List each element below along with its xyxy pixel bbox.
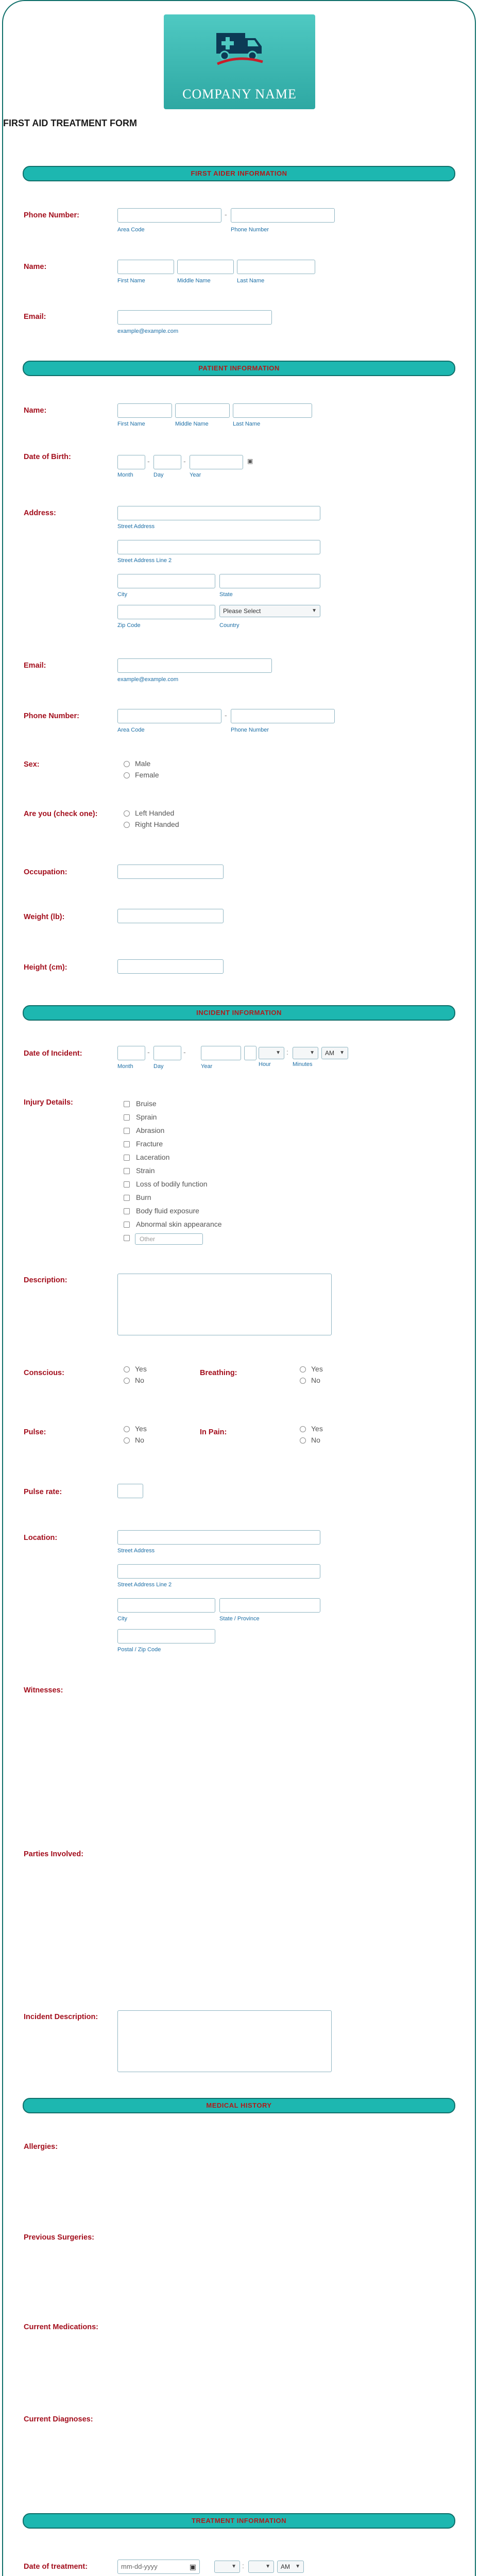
street2-sublabel: Street Address Line 2 xyxy=(117,557,172,564)
location-city-sublabel: City xyxy=(117,1616,127,1622)
pulse-no-label: No xyxy=(135,1436,144,1444)
injury-option: Burn xyxy=(136,1193,151,1201)
height-label: Height (cm): xyxy=(24,963,67,972)
dob-month-input[interactable] xyxy=(117,455,145,469)
date-dash: - xyxy=(183,1048,186,1056)
country-sublabel: Country xyxy=(219,622,239,629)
treatment-hour-select[interactable] xyxy=(214,2561,240,2573)
location-street2-sublabel: Street Address Line 2 xyxy=(117,1582,172,1588)
conscious-yes-label: Yes xyxy=(135,1365,147,1373)
previous-surgeries-label: Previous Surgeries: xyxy=(24,2233,94,2242)
incident-description-label: Description: xyxy=(24,1276,67,1284)
conscious-label: Conscious: xyxy=(24,1369,64,1377)
injury-option: Fracture xyxy=(136,1140,163,1148)
location-street-input[interactable] xyxy=(117,1530,320,1545)
address-street2-input[interactable] xyxy=(117,540,320,554)
other-placeholder: Other xyxy=(140,1235,156,1243)
breathing-no-label: No xyxy=(311,1376,320,1384)
injury-option: Abrasion xyxy=(136,1126,165,1134)
sex-female-radio[interactable] xyxy=(124,772,130,778)
country-select[interactable] xyxy=(219,605,320,617)
incident-minutes-select[interactable] xyxy=(293,1047,318,1059)
occupation-label: Occupation: xyxy=(24,868,67,876)
current-diagnoses-label: Current Diagnoses: xyxy=(24,2415,93,2424)
location-city-input[interactable] xyxy=(117,1598,215,1613)
patient-address-label: Address: xyxy=(24,509,56,517)
breathing-yes-label: Yes xyxy=(311,1365,323,1373)
email-hint: example@example.com xyxy=(117,328,179,334)
calendar-icon[interactable]: ▣ xyxy=(247,457,253,465)
conscious-no-radio[interactable] xyxy=(124,1378,130,1384)
parties-involved-label: Parties Involved: xyxy=(24,1850,84,1858)
chevron-down-icon: ▼ xyxy=(310,1050,315,1056)
pulse-yes-radio[interactable] xyxy=(124,1426,130,1432)
dob-year-input[interactable] xyxy=(190,455,243,469)
section-patient-info: PATIENT INFORMATION xyxy=(23,361,455,376)
injury-checkbox[interactable] xyxy=(124,1195,130,1201)
treatment-date-label: Date of treatment: xyxy=(24,2563,88,2571)
section-first-aider-info: FIRST AIDER INFORMATION xyxy=(23,166,455,181)
dob-year-sublabel: Year xyxy=(190,472,201,478)
injury-other-checkbox[interactable] xyxy=(124,1235,130,1241)
breathing-no-radio[interactable] xyxy=(300,1378,306,1384)
incident-hour-sublabel: Hour xyxy=(259,1061,271,1067)
right-handed-label: Right Handed xyxy=(135,820,179,828)
injury-checkbox[interactable] xyxy=(124,1128,130,1134)
middle-name-sublabel: Middle Name xyxy=(177,278,211,284)
country-select-value: Please Select xyxy=(223,607,261,615)
ampm-value: AM xyxy=(281,2563,290,2570)
left-handed-radio[interactable] xyxy=(124,810,130,817)
patient-phone-number-sublabel: Phone Number xyxy=(231,727,269,733)
calendar-icon: ▣ xyxy=(189,2563,196,2571)
ampm-value: AM xyxy=(325,1049,334,1057)
pain-yes-radio[interactable] xyxy=(300,1426,306,1432)
witnesses-label: Witnesses: xyxy=(24,1686,63,1694)
right-handed-radio[interactable] xyxy=(124,822,130,828)
time-colon: : xyxy=(242,2562,244,2570)
first-name-sublabel: First Name xyxy=(117,278,145,284)
incident-description-full-label: Incident Description: xyxy=(24,2013,98,2021)
breathing-yes-radio[interactable] xyxy=(300,1366,306,1372)
first-aider-last-name-input[interactable] xyxy=(237,260,315,274)
incident-year-input[interactable] xyxy=(201,1046,241,1060)
occupation-input[interactable] xyxy=(117,865,224,879)
patient-area-code-input[interactable] xyxy=(117,709,221,723)
calendar-button[interactable] xyxy=(244,1046,256,1060)
pulse-yes-label: Yes xyxy=(135,1425,147,1433)
chevron-down-icon: ▼ xyxy=(312,608,317,614)
pain-no-radio[interactable] xyxy=(300,1437,306,1444)
chevron-down-icon: ▼ xyxy=(231,2564,236,2569)
injury-other-input[interactable] xyxy=(135,1233,203,1245)
address-street-input[interactable] xyxy=(117,506,320,520)
pulse-no-radio[interactable] xyxy=(124,1437,130,1444)
company-logo xyxy=(164,14,315,109)
current-medications-label: Current Medications: xyxy=(24,2323,99,2331)
injury-details-label: Injury Details: xyxy=(24,1098,73,1107)
phone-dash: - xyxy=(225,210,227,218)
date-placeholder: mm-dd-yyyy xyxy=(121,2563,158,2570)
patient-middle-name-sublabel: Middle Name xyxy=(175,421,209,427)
patient-email-hint: example@example.com xyxy=(117,676,179,683)
patient-area-code-sublabel: Area Code xyxy=(117,727,145,733)
patient-name-label: Name: xyxy=(24,406,47,415)
patient-phone-input[interactable] xyxy=(231,709,335,723)
breathing-label: Breathing: xyxy=(200,1369,237,1377)
first-aider-phone-label: Phone Number: xyxy=(24,211,79,219)
zip-sublabel: Zip Code xyxy=(117,622,141,629)
patient-email-label: Email: xyxy=(24,662,46,670)
first-aider-email-input[interactable] xyxy=(117,310,272,325)
sex-male-label: Male xyxy=(135,759,151,768)
address-zip-input[interactable] xyxy=(117,605,215,619)
first-aider-email-label: Email: xyxy=(24,313,46,321)
location-street2-input[interactable] xyxy=(117,1564,320,1579)
pain-no-label: No xyxy=(311,1436,320,1444)
address-state-input[interactable] xyxy=(219,574,320,588)
injury-checkbox[interactable] xyxy=(124,1141,130,1147)
location-label: Location: xyxy=(24,1534,58,1542)
weight-label: Weight (lb): xyxy=(24,913,65,921)
incident-month-input[interactable] xyxy=(117,1046,145,1060)
pulse-rate-label: Pulse rate: xyxy=(24,1488,62,1496)
patient-last-name-input[interactable] xyxy=(233,403,312,418)
patient-phone-label: Phone Number: xyxy=(24,712,79,720)
location-state-sublabel: State / Province xyxy=(219,1616,260,1622)
pulse-label: Pulse: xyxy=(24,1428,46,1436)
section-incident-info: INCIDENT INFORMATION xyxy=(23,1005,455,1021)
injury-checkbox[interactable] xyxy=(124,1222,130,1228)
chevron-down-icon: ▼ xyxy=(339,1050,345,1056)
conscious-yes-radio[interactable] xyxy=(124,1366,130,1372)
state-sublabel: State xyxy=(219,591,233,598)
patient-first-name-input[interactable] xyxy=(117,403,172,418)
street-sublabel: Street Address xyxy=(117,523,155,530)
incident-date-label: Date of Incident: xyxy=(24,1049,82,1058)
conscious-no-label: No xyxy=(135,1376,144,1384)
treatment-date-input[interactable] xyxy=(117,2560,200,2574)
injury-checkbox[interactable] xyxy=(124,1155,130,1161)
injury-option: Bruise xyxy=(136,1099,157,1108)
form-title: FIRST AID TREATMENT FORM xyxy=(3,118,137,128)
dob-dash: - xyxy=(183,457,186,465)
sex-female-label: Female xyxy=(135,771,159,779)
injury-option: Laceration xyxy=(136,1153,170,1161)
location-postal-input[interactable] xyxy=(117,1629,215,1643)
date-dash: - xyxy=(147,1048,150,1056)
first-aider-middle-name-input[interactable] xyxy=(177,260,234,274)
incident-day-input[interactable] xyxy=(153,1046,181,1060)
handedness-label: Are you (check one): xyxy=(24,810,98,818)
ambulance-icon xyxy=(215,26,264,67)
injury-option: Sprain xyxy=(136,1113,157,1121)
area-code-sublabel: Area Code xyxy=(117,227,145,233)
injury-option: Strain xyxy=(136,1166,155,1175)
phone-number-sublabel: Phone Number xyxy=(231,227,269,233)
pulse-rate-input[interactable] xyxy=(117,1484,143,1498)
incident-description-full-textarea[interactable] xyxy=(117,2010,332,2072)
injury-checkbox[interactable] xyxy=(124,1181,130,1188)
treatment-ampm-select[interactable] xyxy=(277,2561,304,2573)
chevron-down-icon: ▼ xyxy=(276,1050,281,1056)
patient-last-name-sublabel: Last Name xyxy=(233,421,261,427)
patient-email-input[interactable] xyxy=(117,658,272,673)
weight-input[interactable] xyxy=(117,909,224,923)
company-name: COMPANY NAME xyxy=(182,87,297,101)
first-aider-area-code-input[interactable] xyxy=(117,208,221,223)
location-state-input[interactable] xyxy=(219,1598,320,1613)
phone-dash: - xyxy=(225,711,227,719)
section-medical-history: MEDICAL HISTORY xyxy=(23,2098,455,2113)
dob-month-sublabel: Month xyxy=(117,472,133,478)
treatment-minutes-select[interactable] xyxy=(248,2561,274,2573)
patient-dob-label: Date of Birth: xyxy=(24,453,71,461)
injury-option: Loss of bodily function xyxy=(136,1180,208,1188)
chevron-down-icon: ▼ xyxy=(265,2564,270,2569)
chevron-down-icon: ▼ xyxy=(295,2564,300,2569)
incident-ampm-select[interactable] xyxy=(321,1047,348,1059)
injury-checkbox[interactable] xyxy=(124,1208,130,1214)
sex-label: Sex: xyxy=(24,760,40,769)
dob-day-sublabel: Day xyxy=(153,472,164,478)
section-treatment-info: TREATMENT INFORMATION xyxy=(23,2513,455,2529)
last-name-sublabel: Last Name xyxy=(237,278,265,284)
left-handed-label: Left Handed xyxy=(135,809,175,817)
location-postal-sublabel: Postal / Zip Code xyxy=(117,1647,161,1653)
injury-checkbox[interactable] xyxy=(124,1101,130,1107)
injury-option: Body fluid exposure xyxy=(136,1207,199,1215)
injury-checkbox[interactable] xyxy=(124,1168,130,1174)
in-pain-label: In Pain: xyxy=(200,1428,227,1436)
pain-yes-label: Yes xyxy=(311,1425,323,1433)
first-aider-phone-input[interactable] xyxy=(231,208,335,223)
allergies-label: Allergies: xyxy=(24,2143,58,2151)
incident-description-textarea[interactable] xyxy=(117,1274,332,1335)
address-city-input[interactable] xyxy=(117,574,215,588)
dob-day-input[interactable] xyxy=(153,455,181,469)
patient-first-name-sublabel: First Name xyxy=(117,421,145,427)
sex-male-radio[interactable] xyxy=(124,761,130,767)
patient-middle-name-input[interactable] xyxy=(175,403,230,418)
incident-hour-select[interactable] xyxy=(259,1047,284,1059)
first-aider-first-name-input[interactable] xyxy=(117,260,174,274)
time-colon: : xyxy=(286,1048,288,1056)
height-input[interactable] xyxy=(117,959,224,974)
city-sublabel: City xyxy=(117,591,127,598)
incident-day-sublabel: Day xyxy=(153,1063,164,1070)
incident-minutes-sublabel: Minutes xyxy=(293,1061,313,1067)
incident-month-sublabel: Month xyxy=(117,1063,133,1070)
incident-year-sublabel: Year xyxy=(201,1063,213,1070)
location-street-sublabel: Street Address xyxy=(117,1548,155,1554)
first-aider-name-label: Name: xyxy=(24,263,47,271)
dob-dash: - xyxy=(147,457,150,465)
injury-option: Abnormal skin appearance xyxy=(136,1220,222,1228)
injury-checkbox[interactable] xyxy=(124,1114,130,1121)
